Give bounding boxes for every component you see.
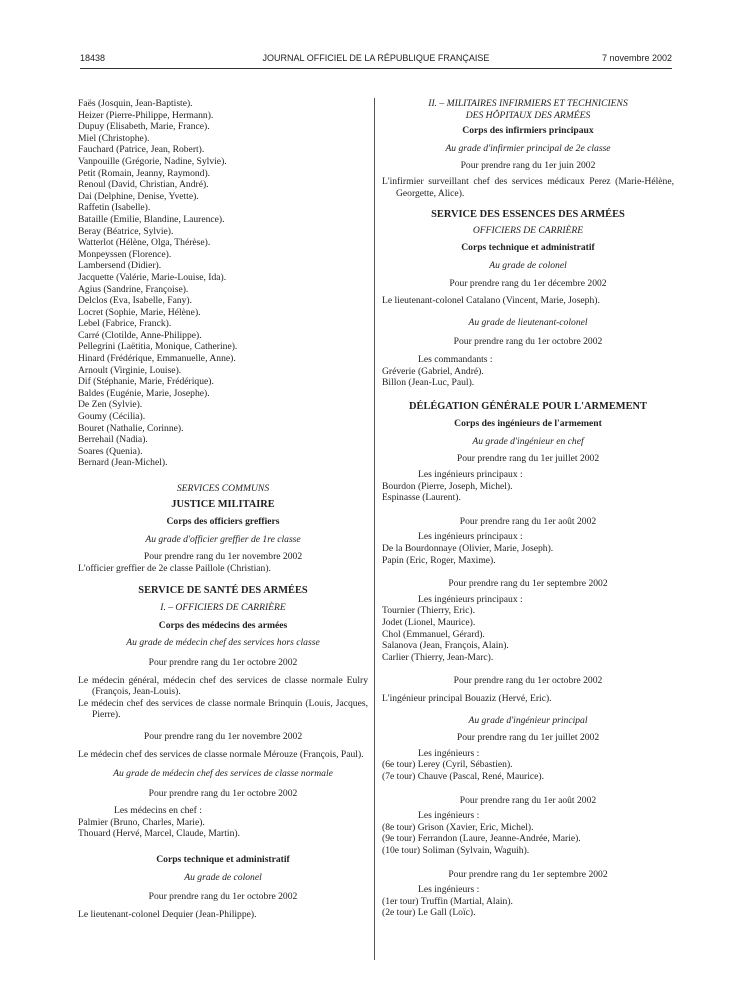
subsection-heading: I. – OFFICIERS DE CARRIÈRE	[160, 602, 286, 614]
list-intro: Les ingénieurs :	[418, 884, 480, 896]
column-divider	[374, 98, 375, 960]
section-justice-militaire: JUSTICE MILITAIRE	[171, 498, 275, 510]
rank-date: Pour prendre rang du 1er août 2002	[459, 794, 597, 806]
grade-heading: Au grade d'infirmier principal de 2e classe	[445, 142, 611, 154]
name-list	[382, 822, 674, 857]
corps-heading: Corps des médecins des armées	[158, 619, 288, 631]
list-item: Delclos (Eva, Isabelle, Fany).	[78, 295, 193, 307]
list-intro: Les ingénieurs principaux :	[418, 531, 523, 543]
subsection-heading: OFFICIERS DE CARRIÈRE	[472, 224, 584, 236]
list-item: Dupuy (Elisabeth, Marie, France).	[78, 121, 210, 133]
list-item: Petit (Romain, Jeanny, Raymond).	[78, 167, 211, 179]
right-column	[382, 98, 674, 919]
list-item: Jacquette (Valérie, Marie-Louise, Ida).	[78, 271, 227, 283]
entry-text: L'officier greffier de 2e classe Paillole (Christian).	[78, 562, 271, 574]
entry-text: L'infirmier surveillant chef des services médicaux Perez (Marie-Hélène, Georgette, Alice).	[382, 175, 674, 199]
list-item: Vanpouille (Grégorie, Nadine, Sylvie).	[78, 155, 227, 167]
list-item: Billon (Jean-Luc, Paul).	[382, 377, 475, 389]
rank-date: Pour prendre rang du 1er novembre 2002	[143, 551, 303, 563]
list-intro: Les ingénieurs principaux :	[418, 469, 523, 481]
list-item: (10e tour) Soliman (Sylvain, Waguih).	[382, 844, 530, 856]
rank-date: Pour prendre rang du 1er décembre 2002	[449, 277, 607, 289]
grade-heading: Au grade de colonel	[184, 871, 262, 883]
rank-date: Pour prendre rang du 1er octobre 2002	[453, 675, 603, 687]
list-intro: Les médecins en chef :	[114, 805, 202, 817]
page-header	[80, 53, 672, 65]
page-number: 18438	[80, 53, 106, 63]
list-item: (8e tour) Grison (Xavier, Eric, Michel).	[382, 821, 534, 833]
list-item: Tournier (Thierry, Eric).	[382, 605, 475, 617]
list-item: Dai (Delphine, Denise, Yvette).	[78, 190, 199, 202]
rank-date: Pour prendre rang du 1er juin 2002	[460, 160, 596, 172]
rank-date: Pour prendre rang du 1er novembre 2002	[143, 730, 303, 742]
section-dga: DÉLÉGATION GÉNÉRALE POUR L'ARMEMENT	[409, 400, 647, 412]
entry-text: Le médecin chef des services de classe normale Brinquin (Louis, Jacques, Pierre).	[78, 697, 368, 721]
header-rule	[80, 68, 672, 69]
list-item: Monpeyssen (Florence).	[78, 248, 172, 260]
list-item: (1er tour) Truffin (Martial, Alain).	[382, 895, 513, 907]
section-sante: SERVICE DE SANTÉ DES ARMÉES	[138, 584, 308, 596]
rank-date: Pour prendre rang du 1er octobre 2002	[148, 787, 298, 799]
name-list	[382, 759, 674, 782]
journal-title: JOURNAL OFFICIEL DE LA RÉPUBLIQUE FRANÇAISE	[262, 53, 490, 63]
entry-text: Le lieutenant-colonel Catalano (Vincent, Marie, Joseph).	[382, 295, 600, 307]
list-item: Carré (Clotilde, Anne-Philippe).	[78, 329, 202, 341]
list-item: Carlier (Thierry, Jean-Marc).	[382, 651, 494, 663]
list-intro: Les commandants :	[418, 353, 493, 365]
list-item: Lebel (Fabrice, Franck).	[78, 318, 172, 330]
list-item: Miel (Christophe).	[78, 132, 150, 144]
list-item: Dif (Stéphanie, Marie, Frédérique).	[78, 376, 214, 388]
rank-date: Pour prendre rang du 1er octobre 2002	[148, 891, 298, 903]
name-list	[78, 98, 368, 469]
rank-date: Pour prendre rang du 1er octobre 2002	[148, 656, 298, 668]
corps-heading: Corps des officiers greffiers	[166, 516, 280, 528]
grade-heading: Au grade de médecin chef des services de classe normale	[113, 768, 333, 780]
list-item: Chol (Emmanuel, Gérard).	[382, 628, 485, 640]
list-item: Renoul (David, Christian, André).	[78, 179, 209, 191]
list-item: Hinard (Frédérique, Emmanuelle, Anne).	[78, 353, 236, 365]
entry-text: L'ingénieur principal Bouaziz (Hervé, Eric).	[382, 692, 552, 704]
section-essences: SERVICE DES ESSENCES DES ARMÉES	[431, 209, 625, 221]
rank-date: Pour prendre rang du 1er septembre 2002	[448, 578, 608, 590]
grade-heading: Au grade de médecin chef des services hors classe	[126, 637, 320, 649]
corps-heading: Corps technique et administratif	[461, 242, 595, 254]
issue-date: 7 novembre 2002	[601, 53, 672, 63]
list-intro: Les ingénieurs principaux :	[418, 593, 523, 605]
corps-heading: Corps technique et administratif	[156, 854, 290, 866]
list-item: Beray (Béatrice, Sylvie).	[78, 225, 174, 237]
list-item: Agius (Sandrine, Françoise).	[78, 283, 189, 295]
list-item: Arnoult (Virginie, Louise).	[78, 364, 182, 376]
list-item: Papin (Eric, Roger, Maxime).	[382, 554, 496, 566]
name-list	[382, 605, 674, 663]
grade-heading: Au grade d'ingénieur en chef	[472, 435, 584, 447]
corps-heading: Corps des ingénieurs de l'armement	[454, 418, 602, 430]
list-item: Bouret (Nathalie, Corinne).	[78, 422, 184, 434]
list-item: Gréverie (Gabriel, André).	[382, 365, 484, 377]
list-item: Salanova (Jean, François, Alain).	[382, 640, 509, 652]
rank-date: Pour prendre rang du 1er septembre 2002	[448, 868, 608, 880]
entry-text: Le médecin chef des services de classe normale Mérouze (François, Paul).	[78, 748, 364, 760]
list-item: Soares (Quenia).	[78, 445, 143, 457]
list-item: Goumy (Cécilia).	[78, 411, 146, 423]
list-item: Espinasse (Laurent).	[382, 492, 461, 504]
entry-text: Le lieutenant-colonel Dequier (Jean-Philippe).	[78, 908, 257, 920]
corps-heading: Corps des infirmiers principaux	[462, 125, 594, 137]
list-item: Faës (Josquin, Jean-Baptiste).	[78, 98, 193, 109]
list-item: Berrehail (Nadia).	[78, 434, 148, 446]
list-item: Jodet (Lionel, Maurice).	[382, 617, 476, 628]
list-item: Bernard (Jean-Michel).	[78, 457, 168, 469]
list-item: Bourdon (Pierre, Joseph, Michel).	[382, 480, 513, 492]
entry-text: Le médecin général, médecin chef des services de classe normale Eulry (François, Jean-Louis).	[78, 674, 368, 698]
rank-date: Pour prendre rang du 1er octobre 2002	[453, 336, 603, 348]
list-intro: Les ingénieurs :	[418, 810, 480, 822]
grade-heading: Au grade d'officier greffier de 1re classe	[145, 533, 301, 545]
list-item: Baldes (Eugénie, Marie, Josephe).	[78, 387, 210, 399]
list-item: Raffetin (Isabelle).	[78, 202, 151, 214]
rank-date: Pour prendre rang du 1er août 2002	[459, 515, 597, 527]
left-column	[78, 98, 368, 920]
list-item: Thouard (Hervé, Marcel, Claude, Martin).	[78, 828, 240, 840]
list-item: Heizer (Pierre-Philippe, Hermann).	[78, 109, 214, 121]
grade-heading: Au grade de lieutenant-colonel	[468, 316, 588, 328]
list-item: Palmier (Bruno, Charles, Marie).	[78, 816, 205, 828]
section-militaires-line1: II. – MILITAIRES INFIRMIERS ET TECHNICIENS	[428, 98, 628, 109]
list-item: Lambersend (Didier).	[78, 260, 162, 272]
section-services-communs: SERVICES COMMUNS	[176, 483, 270, 494]
list-item: (7e tour) Chauve (Pascal, René, Maurice).	[382, 770, 544, 782]
list-item: (6e tour) Lerey (Cyril, Sébastien).	[382, 759, 513, 771]
grade-heading: Au grade de colonel	[489, 259, 567, 271]
list-intro: Les ingénieurs :	[418, 747, 480, 759]
section-militaires-line2: DES HÔPITAUX DES ARMÉES	[465, 109, 591, 121]
list-item: Pellegrini (Laëtitia, Monique, Catherine).	[78, 341, 238, 353]
list-item: (9e tour) Ferrandon (Laure, Jeanne-Andrée, Marie).	[382, 833, 581, 845]
list-item: (2e tour) Le Gall (Loïc).	[382, 907, 476, 919]
rank-date: Pour prendre rang du 1er juillet 2002	[456, 453, 600, 465]
name-list	[382, 896, 674, 919]
grade-heading: Au grade d'ingénieur principal	[468, 714, 588, 726]
list-item: Locret (Sophie, Marie, Hélène).	[78, 306, 201, 318]
list-item: Fauchard (Patrice, Jean, Robert).	[78, 144, 205, 156]
list-item: Bataille (Emilie, Blandine, Laurence).	[78, 213, 225, 225]
list-item: De la Bourdonnaye (Olivier, Marie, Joseph).	[382, 543, 554, 555]
list-item: Watterlot (Hélène, Olga, Thérèse).	[78, 237, 211, 249]
rank-date: Pour prendre rang du 1er juillet 2002	[456, 732, 600, 744]
list-item: De Zen (Sylvie).	[78, 399, 143, 411]
